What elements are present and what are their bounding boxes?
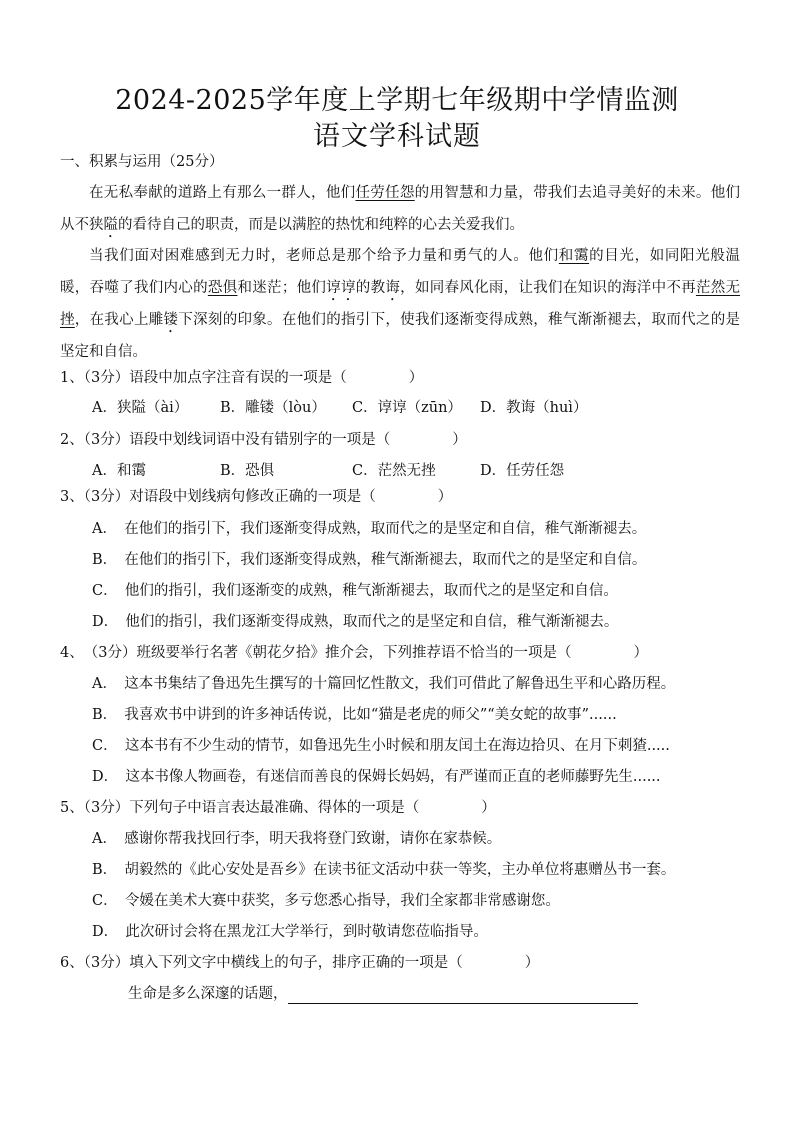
underlined-word: 恐俱 [207,280,238,296]
passage-paragraph-2 [60,240,740,368]
answer-blank-line [288,987,638,1004]
q3-option-b: B． 在他们的指引下，我们逐渐变得成熟，稚气渐渐褪去，取而代之的是坚定和自信。 [92,552,647,568]
q6-lead-sentence [128,984,638,1004]
lead-text: 生命是多么深邃的话题， [128,986,288,1002]
bracket-close: ） [452,432,467,448]
passage-text: 的教 [355,280,386,296]
q5-option-b: B． 胡毅然的《此心安处是吾乡》在读书征文活动中获一等奖，主办单位将惠赠丛书一套。 [92,862,676,878]
q3-option-c: C． 他们的指引，我们逐渐变的成熟，稚气渐渐褪去，取而代之的是坚定和自信。 [92,583,618,599]
q1-option-d: D．教诲（huì） [480,400,588,416]
question-text: 1、（3分）语段中加点字注音有误的一项是（ [60,370,347,386]
passage-text: ，如同春风化雨，让我们在知识的海洋中不再 [400,280,696,296]
q1-option-a: A．狭隘（ài） [92,400,189,416]
passage-text: 的用智慧和力量，带我们去追寻美好的未来。他们从不狭 [60,185,741,233]
q2-option-c: C．茫然无挫 [352,463,436,479]
passage-text: 和迷茫；他们 [237,280,327,296]
exam-title: 2024-2025学年度上学期七年级期中学情监测 [115,85,679,116]
underlined-word: 茫然无挫 [60,280,741,328]
question-6-stem [60,953,539,973]
q3-option-d: D． 他们的指引，我们逐渐变得成熟，取而代之的是坚定和自信，稚气渐渐褪去。 [92,614,619,630]
dotted-char: 隘 [103,217,118,233]
question-text: 3、（3分）对语段中划线病句修改正确的一项是（ [60,489,376,505]
q1-option-c: C．谆谆（zūn） [352,400,462,416]
dotted-char: 谆谆 [326,280,356,296]
underlined-word: 和霭 [558,248,590,264]
question-text: 2、（3分）语段中划线词语中没有错别字的一项是（ [60,432,391,448]
q5-option-a: A． 感谢你帮我找回行李，明天我将登门致谢，请你在家恭候。 [92,831,502,847]
section-heading: 一、积累与运用（25分） [60,154,224,170]
bracket-close: ） [633,645,648,661]
q3-option-a: A． 在他们的指引下，我们逐渐变得成熟，取而代之的是坚定和自信，稚气渐渐褪去。 [92,521,647,537]
q4-option-b: B． 我喜欢书中讲到的许多神话传说，比如“猫是老虎的师父”“美女蛇的故事”...... [92,707,617,723]
exam-subtitle: 语文学科试题 [313,121,481,152]
q5-option-c: C． 令媛在美术大赛中获奖，多亏您悉心指导，我们全家都非常感谢您。 [92,893,560,909]
passage-text: 下深刻的印象。在他们的指引下，使我们逐渐变得成熟，稚气渐渐褪去，取而代之的是坚定和自信。 [60,312,741,360]
q4-option-d: D． 这本书像人物画卷，有迷信而善良的保姆长妈妈，有严谨而正直的老师藤野先生...... [92,769,661,785]
bracket-close: ） [408,370,424,386]
dotted-char: 镂 [163,312,179,328]
passage-paragraph-1 [60,177,740,241]
question-text: 5、（3分）下列句子中语言表达最准确、得体的一项是（ [60,800,420,816]
q4-option-c: C． 这本书有不少生动的情节，如鲁迅先生小时候和朋友闰土在海边拾贝、在月下刺猹..... [92,738,670,754]
q2-option-a: A．和霭 [92,463,146,479]
q1-option-b: B．雕镂（lòu） [220,400,326,416]
question-text: 6、（3分）填入下列文字中横线上的句子，排序正确的一项是（ [60,955,463,971]
underlined-word: 任劳任怨 [355,185,415,201]
question-4-stem [60,643,648,663]
bracket-close: ） [481,800,496,816]
dotted-char: 诲 [385,280,401,296]
passage-text: 的看待自己的职责，而是以满腔的热忱和纯粹的心去关爱我们。 [118,217,524,233]
q4-option-a: A． 这本书集结了鲁迅先生撰写的十篇回忆性散文，我们可借此了解鲁迅生平和心路历程。 [92,676,676,692]
bracket-close: ） [437,489,453,505]
question-1-stem [60,368,423,388]
passage-text: 的目光，如同阳光般温暖，吞噬了我们内心的 [60,248,741,296]
question-5-stem [60,798,496,818]
q2-option-d: D．任劳任怨 [480,463,565,479]
question-2-stem [60,430,467,450]
bracket-close: ） [524,955,540,971]
q2-option-b: B．恐俱 [220,463,275,479]
passage-text: 在无私奉献的道路上有那么一群人，他们 [89,185,356,201]
question-3-stem [60,487,452,507]
passage-text: ，在我心上雕 [74,312,164,328]
question-text: 4、 （3分）班级要举行名著《朝花夕拾》推介会，下列推荐语不恰当的一项是（ [60,645,572,661]
q5-option-d: D． 此次研讨会将在黑龙江大学举行，到时敬请您莅临指导。 [92,924,488,940]
passage-text: 当我们面对困难感到无力时，老师总是那个给予力量和勇气的人。他们 [89,248,559,264]
